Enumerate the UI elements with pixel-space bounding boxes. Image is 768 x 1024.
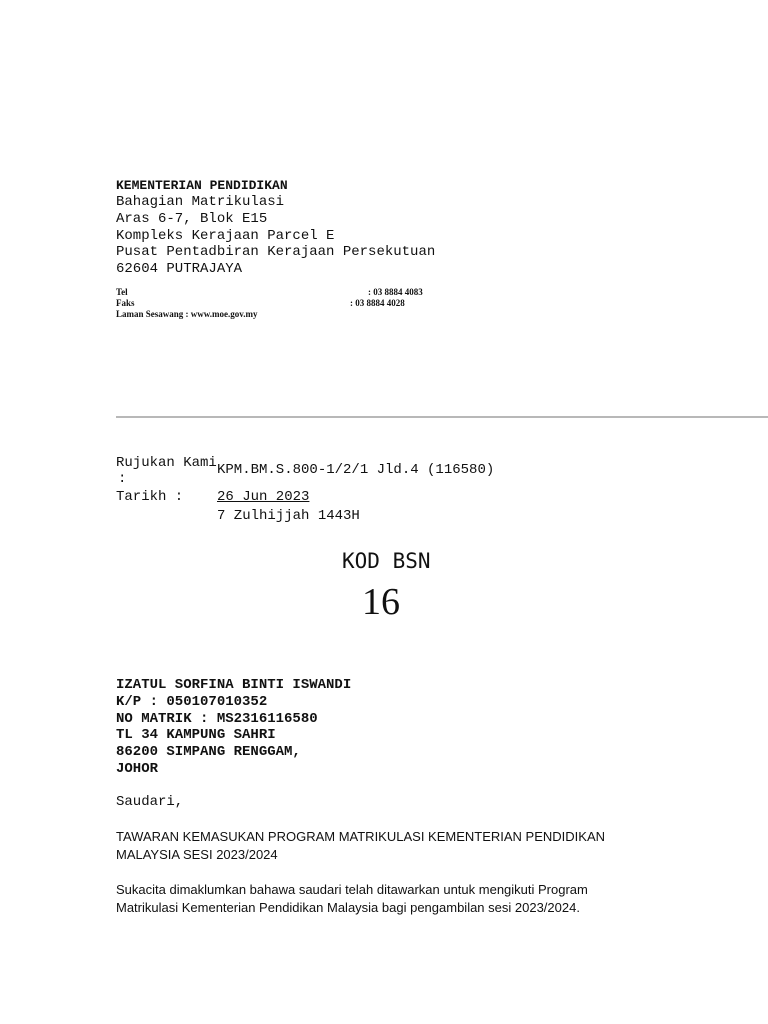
fax-value: : 03 8884 4028 [350, 298, 405, 308]
subject-line-1: TAWARAN KEMASUKAN PROGRAM MATRIKULASI KEMENTERIAN PENDIDIKAN [116, 829, 606, 844]
recipient-address-3: JOHOR [116, 761, 159, 777]
salutation: Saudari, [116, 794, 184, 810]
recipient-name: IZATUL SORFINA BINTI ISWANDI [116, 677, 352, 693]
tel-value: : 03 8884 4083 [368, 287, 423, 297]
fax-label: Faks [116, 298, 135, 308]
organization-name: KEMENTERIAN PENDIDIKAN [116, 178, 288, 193]
address-line-3: Kompleks Kerajaan Parcel E [116, 228, 335, 244]
recipient-address-2: 86200 SIMPANG RENGGAM, [116, 744, 301, 760]
kod-bsn-value: 16 [362, 581, 400, 623]
date-value: 26 Jun 2023 [217, 489, 310, 505]
ref-label: Rujukan Kami [116, 455, 217, 471]
kod-bsn-label: KOD BSN [342, 549, 431, 573]
recipient-ic: K/P : 050107010352 [116, 694, 268, 710]
header-divider [116, 416, 768, 418]
tel-label: Tel [116, 287, 128, 297]
body-line-1: Sukacita dimaklumkan bahawa saudari telah ditawarkan untuk mengikuti Program [116, 882, 588, 897]
recipient-address-1: TL 34 KAMPUNG SAHRI [116, 727, 276, 743]
subject-line-2: MALAYSIA SESI 2023/2024 [116, 847, 278, 862]
recipient-matric: NO MATRIK : MS2316116580 [116, 711, 318, 727]
website-line: Laman Sesawang : www.moe.gov.my [116, 309, 258, 319]
hijri-date: 7 Zulhijjah 1443H [217, 508, 360, 524]
address-line-4: Pusat Pentadbiran Kerajaan Persekutuan [116, 244, 436, 260]
address-line-1: Bahagian Matrikulasi [116, 194, 285, 210]
address-line-5: 62604 PUTRAJAYA [116, 261, 243, 277]
body-line-2: Matrikulasi Kementerian Pendidikan Malaysia bagi pengambilan sesi 2023/2024. [116, 900, 580, 915]
ref-value: KPM.BM.S.800-1/2/1 Jld.4 (116580) [217, 462, 495, 478]
date-label: Tarikh : [116, 489, 184, 505]
address-line-2: Aras 6-7, Blok E15 [116, 211, 268, 227]
ref-label-colon: : [118, 471, 127, 487]
